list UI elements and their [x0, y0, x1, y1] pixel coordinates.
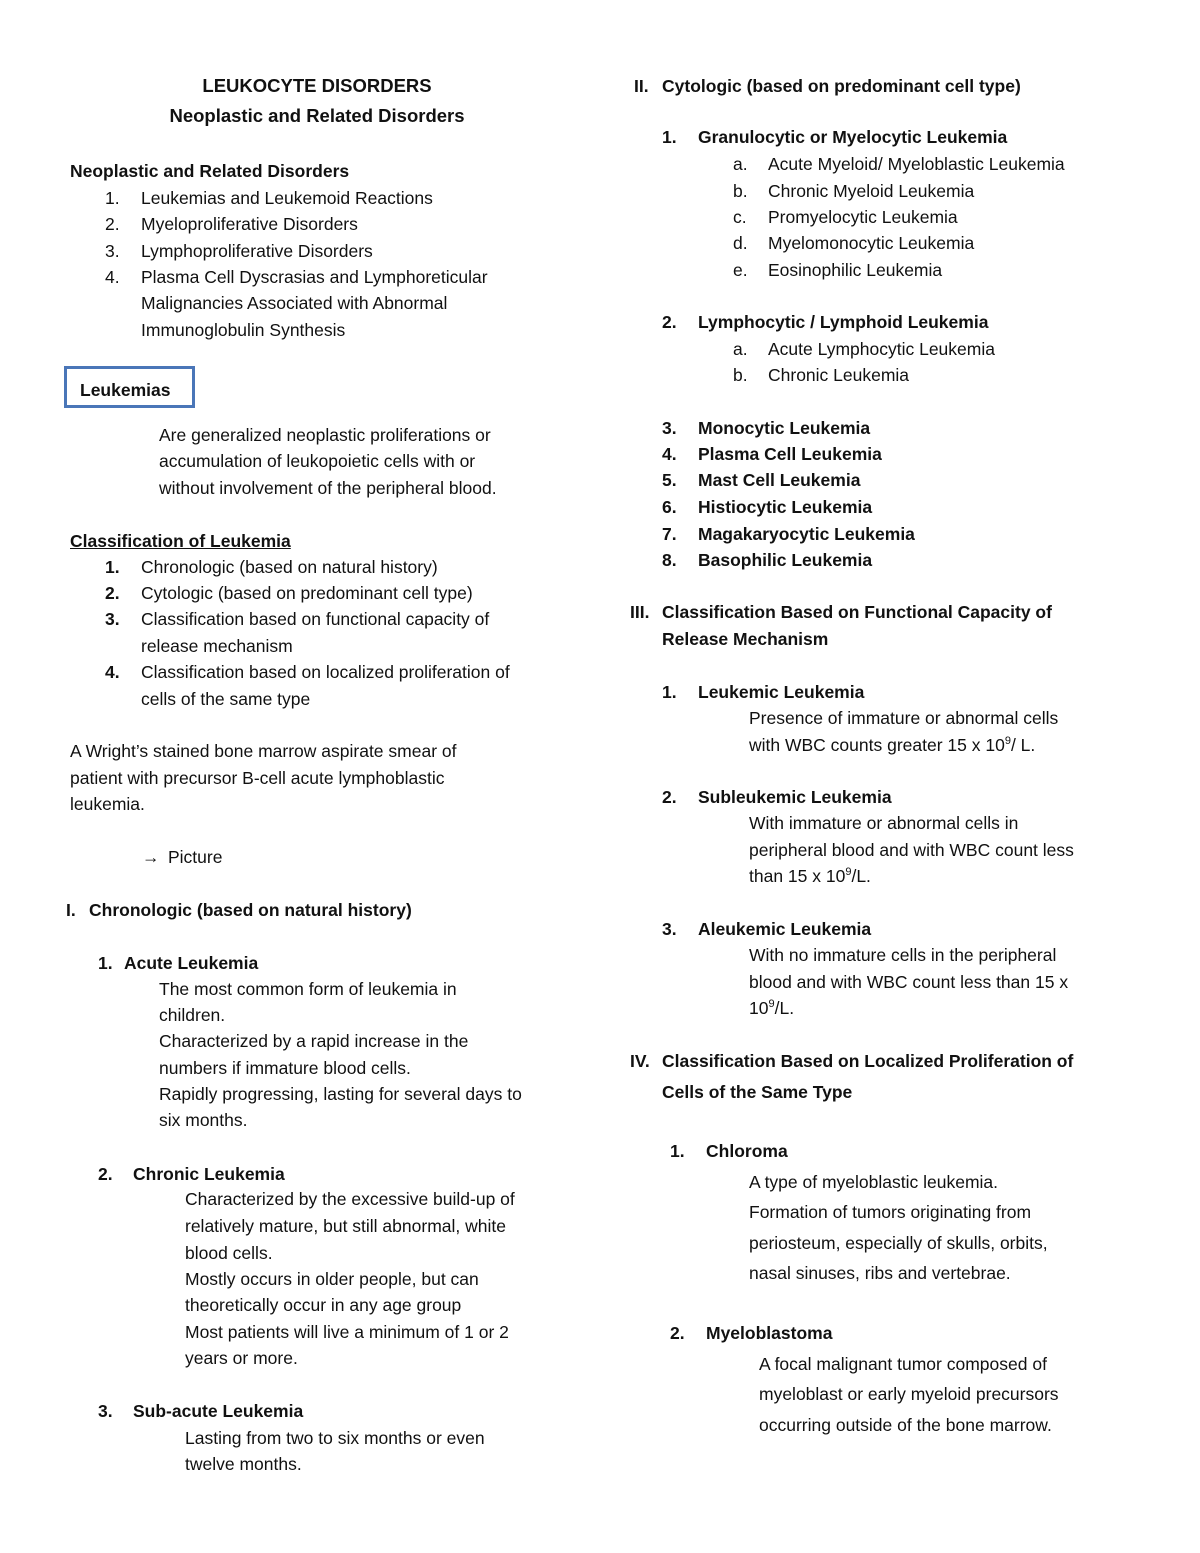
- list-number: 1.: [105, 188, 120, 208]
- list-letter: b.: [733, 365, 748, 385]
- list-item: Histiocytic Leukemia: [698, 497, 873, 517]
- description-line: occurring outside of the bone marrow.: [759, 1415, 1052, 1435]
- page-subtitle: Neoplastic and Related Disorders: [169, 105, 465, 126]
- arrow-right-icon: →: [142, 847, 160, 867]
- description-line: [749, 1000, 794, 1018]
- description-text: 10: [749, 998, 769, 1018]
- list-item-continued: cells of the same type: [141, 689, 311, 709]
- list-number: 3.: [105, 241, 120, 261]
- subsection-number: 3.: [662, 919, 677, 939]
- description-line: numbers if immature blood cells.: [159, 1058, 411, 1078]
- leukemias-box-label: Leukemias: [80, 380, 171, 400]
- description-line: relatively mature, but still abnormal, white: [185, 1216, 506, 1236]
- list-item: Leukemias and Leukemoid Reactions: [141, 188, 433, 208]
- definition-line: without involvement of the peripheral blood.: [159, 478, 497, 498]
- superscript-exponent: 9: [845, 866, 852, 878]
- list-number: 2.: [105, 214, 120, 234]
- description-line: With no immature cells in the peripheral: [749, 945, 1057, 965]
- description-line: myeloblast or early myeloid precursors: [759, 1384, 1059, 1404]
- description-line: Rapidly progressing, lasting for several days to: [159, 1084, 522, 1104]
- section-heading: Classification Based on Functional Capacity of: [662, 602, 1052, 622]
- subsection-number: 1.: [662, 127, 677, 147]
- list-number: 3.: [105, 609, 120, 629]
- subsection-number: 2.: [670, 1323, 685, 1343]
- list-item: Acute Lymphocytic Leukemia: [768, 339, 995, 359]
- description-text: with WBC counts greater 15 x 10: [749, 735, 1005, 755]
- list-number: 4.: [662, 444, 677, 464]
- superscript-exponent: 9: [768, 998, 775, 1010]
- list-item: Classification based on functional capacity of: [141, 609, 490, 629]
- section-heading: Cytologic (based on predominant cell type): [662, 76, 1021, 96]
- list-number: 6.: [662, 497, 677, 517]
- description-line: A type of myeloblastic leukemia.: [749, 1172, 999, 1192]
- description-line: periosteum, especially of skulls, orbits,: [749, 1233, 1048, 1253]
- subsection-heading: Subleukemic Leukemia: [698, 787, 892, 807]
- caption-line: leukemia.: [70, 794, 145, 814]
- description-line: Characterized by a rapid increase in the: [159, 1031, 469, 1051]
- list-number: 7.: [662, 524, 677, 544]
- section-heading: Chronologic (based on natural history): [89, 900, 412, 920]
- description-line: Presence of immature or abnormal cells: [749, 708, 1059, 728]
- list-number: 1.: [105, 557, 120, 577]
- description-line: Characterized by the excessive build-up of: [185, 1189, 515, 1209]
- description-line: blood cells.: [185, 1243, 273, 1263]
- list-item: Cytologic (based on predominant cell type): [141, 583, 473, 603]
- subsection-heading: Sub-acute Leukemia: [133, 1401, 304, 1421]
- section-heading: Classification Based on Localized Proliferation of: [662, 1051, 1074, 1071]
- superscript-exponent: 9: [1004, 735, 1011, 747]
- definition-line: accumulation of leukopoietic cells with or: [159, 451, 476, 471]
- description-text: / L.: [1010, 735, 1036, 755]
- list-number: 4.: [105, 662, 120, 682]
- subsection-heading: Aleukemic Leukemia: [698, 919, 872, 939]
- list-item: Chronic Leukemia: [768, 365, 910, 385]
- description-line: With immature or abnormal cells in: [749, 813, 1019, 833]
- description-line: twelve months.: [185, 1454, 302, 1474]
- list-number: 2.: [105, 583, 120, 603]
- subsection-heading: Myeloblastoma: [706, 1323, 833, 1343]
- picture-placeholder: Picture: [168, 847, 223, 867]
- subsection-heading: Lymphocytic / Lymphoid Leukemia: [698, 312, 989, 332]
- description-text: /L.: [851, 866, 871, 886]
- subsection-heading: Chloroma: [706, 1141, 788, 1161]
- list-item: Magakaryocytic Leukemia: [698, 524, 915, 544]
- description-line: The most common form of leukemia in: [159, 979, 457, 999]
- description-text: /L.: [774, 998, 795, 1018]
- description-line: Lasting from two to six months or even: [185, 1428, 485, 1448]
- section-number: III.: [630, 602, 650, 622]
- definition-line: Are generalized neoplastic proliferations or: [159, 425, 491, 445]
- description-line: nasal sinuses, ribs and vertebrae.: [749, 1263, 1011, 1283]
- subsection-number: 3.: [98, 1401, 113, 1421]
- list-item-continued: release mechanism: [141, 636, 293, 656]
- description-line: peripheral blood and with WBC count less: [749, 840, 1074, 860]
- list-item: Monocytic Leukemia: [698, 418, 871, 438]
- description-line: six months.: [159, 1110, 248, 1130]
- list-letter: a.: [733, 339, 748, 359]
- list-item: Plasma Cell Dyscrasias and Lymphoreticular: [141, 267, 488, 287]
- nrd-heading: Neoplastic and Related Disorders: [70, 161, 350, 181]
- subsection-heading: Leukemic Leukemia: [698, 682, 865, 702]
- subsection-number: 1.: [98, 953, 113, 973]
- list-number: 5.: [662, 470, 677, 490]
- classification-heading: Classification of Leukemia: [70, 531, 291, 551]
- caption-line: A Wright’s stained bone marrow aspirate smear of: [70, 741, 457, 761]
- section-heading-continued: Release Mechanism: [662, 629, 829, 649]
- description-line: theoretically occur in any age group: [185, 1295, 462, 1315]
- description-text: than 15 x 10: [749, 866, 846, 886]
- subsection-heading: Acute Leukemia: [124, 953, 259, 973]
- section-number: I.: [66, 900, 76, 920]
- subsection-heading: Chronic Leukemia: [133, 1164, 285, 1184]
- description-line: [749, 868, 871, 886]
- list-item: Eosinophilic Leukemia: [768, 260, 943, 280]
- list-item: Basophilic Leukemia: [698, 550, 873, 570]
- list-item: Chronologic (based on natural history): [141, 557, 438, 577]
- list-item: Classification based on localized proliferation of: [141, 662, 510, 682]
- list-number: 3.: [662, 418, 677, 438]
- list-letter: d.: [733, 233, 748, 253]
- list-letter: e.: [733, 260, 748, 280]
- list-item: Myelomonocytic Leukemia: [768, 233, 975, 253]
- description-line: Formation of tumors originating from: [749, 1202, 1032, 1222]
- section-number: II.: [634, 76, 649, 96]
- description-line: blood and with WBC count less than 15 x: [749, 972, 1069, 992]
- subsection-number: 2.: [662, 312, 677, 332]
- description-line: children.: [159, 1005, 226, 1025]
- list-item: Acute Myeloid/ Myeloblastic Leukemia: [768, 154, 1065, 174]
- list-item: Plasma Cell Leukemia: [698, 444, 882, 464]
- list-item: Lymphoproliferative Disorders: [141, 241, 373, 261]
- subsection-heading: Granulocytic or Myelocytic Leukemia: [698, 127, 1008, 147]
- description-line: Most patients will live a minimum of 1 or 2: [185, 1322, 509, 1342]
- list-item-continued: Malignancies Associated with Abnormal: [141, 293, 448, 313]
- subsection-number: 1.: [670, 1141, 685, 1161]
- section-number: IV.: [630, 1051, 650, 1071]
- subsection-number: 2.: [662, 787, 677, 807]
- description-line: years or more.: [185, 1348, 298, 1368]
- list-letter: a.: [733, 154, 748, 174]
- list-item-continued: Immunoglobulin Synthesis: [141, 320, 346, 340]
- description-line: Mostly occurs in older people, but can: [185, 1269, 479, 1289]
- description-line: [749, 737, 1035, 755]
- list-letter: b.: [733, 181, 748, 201]
- list-letter: c.: [733, 207, 747, 227]
- description-line: A focal malignant tumor composed of: [759, 1354, 1047, 1374]
- list-item: Chronic Myeloid Leukemia: [768, 181, 975, 201]
- list-item: Myeloproliferative Disorders: [141, 214, 358, 234]
- subsection-number: 2.: [98, 1164, 113, 1184]
- section-heading-continued: Cells of the Same Type: [662, 1082, 853, 1102]
- list-item: Promyelocytic Leukemia: [768, 207, 958, 227]
- caption-line: patient with precursor B-cell acute lymphoblastic: [70, 768, 445, 788]
- subsection-number: 1.: [662, 682, 677, 702]
- list-number: 4.: [105, 267, 120, 287]
- list-item: Mast Cell Leukemia: [698, 470, 861, 490]
- page-title: LEUKOCYTE DISORDERS: [202, 75, 432, 96]
- list-number: 8.: [662, 550, 677, 570]
